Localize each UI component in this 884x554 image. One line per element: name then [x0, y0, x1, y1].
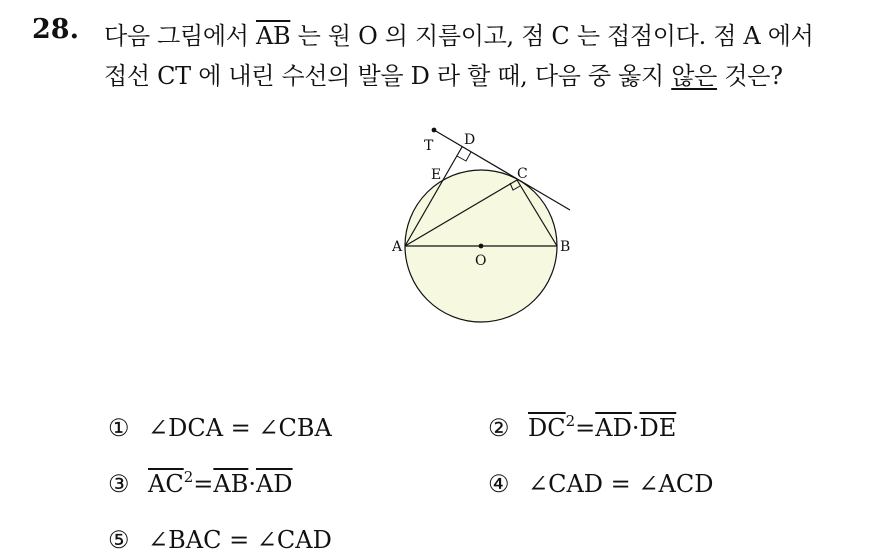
choice-mark: ⑤: [108, 526, 130, 554]
point-o: [479, 244, 484, 249]
geometry-figure: [384, 122, 584, 332]
underlined-word: 않은: [671, 62, 718, 90]
choice-text: ∠CAD = ∠ACD: [528, 470, 714, 498]
choice-mark: ②: [488, 414, 510, 442]
exponent: 2: [565, 412, 576, 430]
question-text: 것은?: [717, 62, 783, 90]
label-e: E: [431, 167, 442, 183]
label-a: A: [392, 239, 403, 255]
choice-text: ∠BAC = ∠CAD: [148, 526, 332, 554]
segment: $\overline{AD}$: [255, 470, 293, 498]
segment: $\overline{DE}$: [639, 414, 677, 442]
choice-mark: ①: [108, 414, 130, 442]
question-text: 는 원 O 의 지름이고, 점 C 는 접점이다. 점 A 에서: [290, 22, 814, 50]
question-text-line-1: [104, 16, 814, 51]
equals: =: [193, 470, 214, 498]
segment-ab: $\overline{AB}$: [255, 22, 291, 50]
choice-2[interactable]: [488, 414, 676, 442]
label-t: T: [424, 138, 434, 154]
exponent: 2: [183, 468, 194, 486]
choice-4[interactable]: [488, 470, 713, 498]
choice-mark: ④: [488, 470, 510, 498]
equals: =: [575, 414, 596, 442]
choice-5[interactable]: [108, 526, 332, 554]
segment: $\overline{AB}$: [213, 470, 249, 498]
point-t: [432, 128, 437, 133]
label-b: B: [560, 239, 571, 255]
right-angle-d: [457, 152, 471, 161]
dot: ·: [248, 470, 256, 498]
question-text: 다음 그림에서: [104, 22, 256, 50]
dot: ·: [631, 414, 640, 442]
label-c: C: [517, 166, 528, 182]
choice-1[interactable]: [108, 414, 332, 442]
question-text-line-2: [104, 56, 783, 91]
choice-3[interactable]: [108, 470, 293, 498]
question-number: 28.: [32, 14, 79, 45]
segment: $\overline{AC}$: [148, 470, 184, 498]
segment: $\overline{DC}$: [528, 414, 566, 442]
choice-text: ∠DCA = ∠CBA: [148, 414, 332, 442]
question-text: 접선 CT 에 내린 수선의 발을 D 라 할 때, 다음 중 옳지: [104, 62, 672, 90]
segment: $\overline{AD}$: [595, 414, 632, 442]
label-o: O: [475, 253, 487, 269]
choice-mark: ③: [108, 470, 130, 498]
label-d: D: [464, 132, 476, 148]
